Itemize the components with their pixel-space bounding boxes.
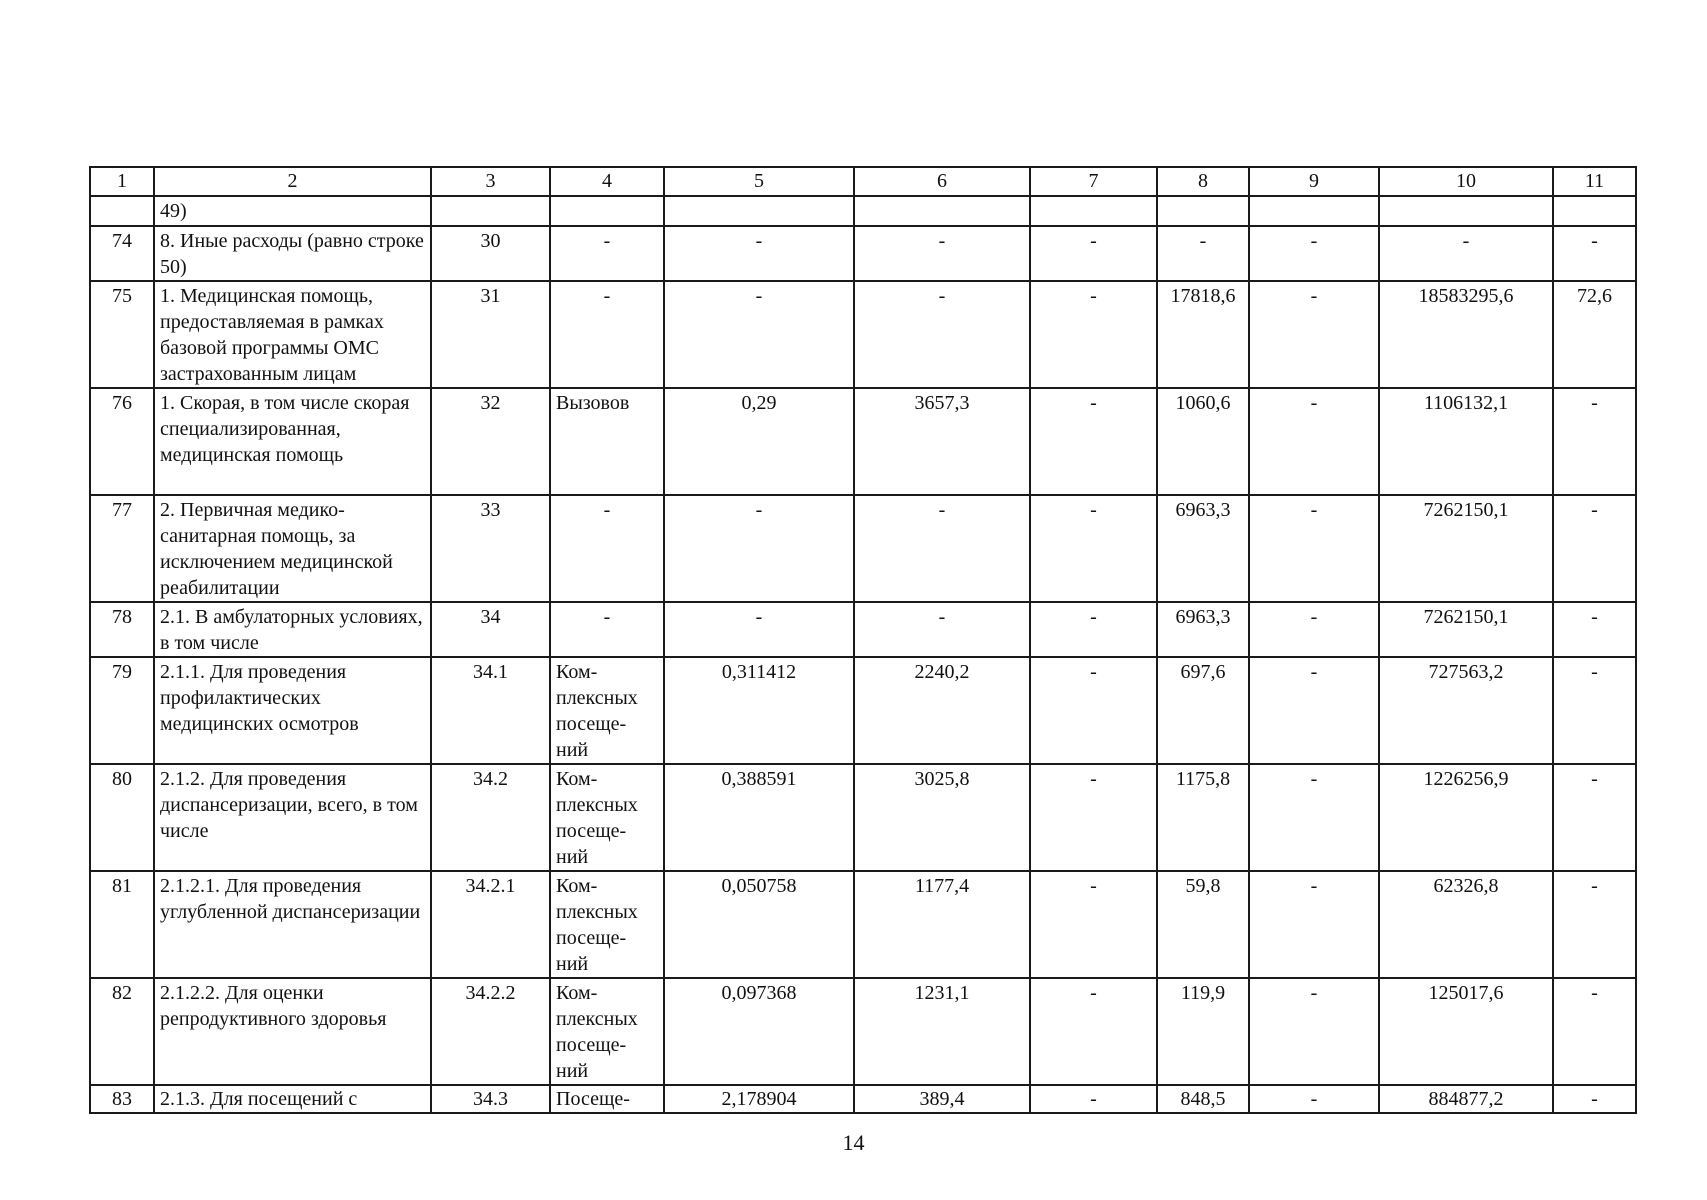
cell-col5: 2,178904 [664, 1085, 854, 1113]
header-cell-9: 9 [1249, 167, 1379, 196]
cell-num [90, 196, 154, 226]
cell-col5: 0,311412 [664, 657, 854, 764]
cell-unit: Вызовов [550, 388, 664, 495]
cell-col5: - [664, 495, 854, 602]
cell-num: 81 [90, 871, 154, 978]
cell-code: 34.3 [431, 1085, 550, 1113]
table-row [90, 602, 1636, 657]
cell-col6: 389,4 [854, 1085, 1030, 1113]
cell-col10 [1379, 196, 1553, 226]
cell-col10: 18583295,6 [1379, 281, 1553, 388]
cell-col8: 17818,6 [1157, 281, 1249, 388]
cell-code: 34.2.2 [431, 978, 550, 1085]
cell-col10: 727563,2 [1379, 657, 1553, 764]
cell-unit: - [550, 602, 664, 657]
cell-col6: - [854, 226, 1030, 281]
cell-col8: 697,6 [1157, 657, 1249, 764]
cell-col10: 1106132,1 [1379, 388, 1553, 495]
cell-name: 49) [154, 196, 431, 226]
cell-col7: - [1030, 657, 1157, 764]
cell-name: 2.1.2. Для проведения диспансеризации, всего, в том числе [154, 764, 431, 871]
cell-col10: 1226256,9 [1379, 764, 1553, 871]
cell-col9: - [1249, 388, 1379, 495]
cell-col8: 848,5 [1157, 1085, 1249, 1113]
header-cell-11: 11 [1553, 167, 1636, 196]
cell-unit: Посеще- [550, 1085, 664, 1113]
table-row [90, 495, 1636, 602]
header-cell-10: 10 [1379, 167, 1553, 196]
cell-col6: 3025,8 [854, 764, 1030, 871]
cell-col7: - [1030, 602, 1157, 657]
cell-name: 2.1.3. Для посещений с [154, 1085, 431, 1113]
header-cell-4: 4 [550, 167, 664, 196]
cell-col8: 59,8 [1157, 871, 1249, 978]
cell-col5: 0,29 [664, 388, 854, 495]
cell-unit: Ком-плексных посеще-ний [550, 657, 664, 764]
cell-col7: - [1030, 495, 1157, 602]
cell-code: 32 [431, 388, 550, 495]
cell-num: 74 [90, 226, 154, 281]
cell-col11: - [1553, 388, 1636, 495]
header-cell-6: 6 [854, 167, 1030, 196]
cell-name: 2.1.2.1. Для проведения углубленной диспансеризации [154, 871, 431, 978]
cell-unit: - [550, 281, 664, 388]
page-number: 14 [842, 1130, 865, 1155]
cell-col6: - [854, 602, 1030, 657]
cell-code: 34.1 [431, 657, 550, 764]
cell-col5: 0,388591 [664, 764, 854, 871]
cell-col7: - [1030, 281, 1157, 388]
cell-code: 34.2 [431, 764, 550, 871]
cell-col10: 884877,2 [1379, 1085, 1553, 1113]
cell-code: 34 [431, 602, 550, 657]
cell-col10: 7262150,1 [1379, 602, 1553, 657]
cell-name: 2.1.2.2. Для оценки репродуктивного здоровья [154, 978, 431, 1085]
cell-col5 [664, 196, 854, 226]
cell-col7: - [1030, 978, 1157, 1085]
cell-num: 76 [90, 388, 154, 495]
cell-col8: 1060,6 [1157, 388, 1249, 495]
cell-num: 80 [90, 764, 154, 871]
cell-name: 2.1. В амбулаторных условиях, в том числе [154, 602, 431, 657]
cell-col7: - [1030, 226, 1157, 281]
cell-col7: - [1030, 1085, 1157, 1113]
cell-col6: - [854, 281, 1030, 388]
cell-name: 8. Иные расходы (равно строке 50) [154, 226, 431, 281]
cell-name: 2. Первичная медико-санитарная помощь, за исключением медицинской реабилитации [154, 495, 431, 602]
cell-col8 [1157, 196, 1249, 226]
cell-col11: - [1553, 226, 1636, 281]
cell-unit: - [550, 495, 664, 602]
cell-col9: - [1249, 657, 1379, 764]
cell-col10: 125017,6 [1379, 978, 1553, 1085]
cell-col11: 72,6 [1553, 281, 1636, 388]
cell-col9: - [1249, 1085, 1379, 1113]
table-row [90, 764, 1636, 871]
cell-col11: - [1553, 764, 1636, 871]
cell-num: 83 [90, 1085, 154, 1113]
cell-col11: - [1553, 495, 1636, 602]
table-row [90, 871, 1636, 978]
cell-col8: - [1157, 226, 1249, 281]
cell-col7: - [1030, 871, 1157, 978]
cell-num: 75 [90, 281, 154, 388]
header-cell-2: 2 [154, 167, 431, 196]
cell-col7: - [1030, 764, 1157, 871]
cell-col8: 6963,3 [1157, 602, 1249, 657]
table-row [90, 657, 1636, 764]
cell-name: 1. Медицинская помощь, предоставляемая в рамках базовой программы ОМС застрахованным лицам [154, 281, 431, 388]
table-row [90, 978, 1636, 1085]
cell-col9: - [1249, 495, 1379, 602]
cell-col6: 3657,3 [854, 388, 1030, 495]
cell-col11: - [1553, 871, 1636, 978]
cell-unit: Ком-плексных посеще-ний [550, 764, 664, 871]
data-table [89, 166, 1637, 1114]
cell-col7 [1030, 196, 1157, 226]
cell-col6 [854, 196, 1030, 226]
header-cell-3: 3 [431, 167, 550, 196]
cell-col9: - [1249, 978, 1379, 1085]
cell-code: 30 [431, 226, 550, 281]
table-row [90, 226, 1636, 281]
cell-code: 33 [431, 495, 550, 602]
cell-col5: - [664, 281, 854, 388]
cell-col8: 6963,3 [1157, 495, 1249, 602]
cell-col6: 2240,2 [854, 657, 1030, 764]
cell-col11 [1553, 196, 1636, 226]
cell-col6: 1177,4 [854, 871, 1030, 978]
header-cell-8: 8 [1157, 167, 1249, 196]
cell-col11: - [1553, 602, 1636, 657]
table-row [90, 388, 1636, 495]
cell-col5: 0,097368 [664, 978, 854, 1085]
cell-col5: 0,050758 [664, 871, 854, 978]
cell-code [431, 196, 550, 226]
table-row [90, 281, 1636, 388]
cell-col9: - [1249, 226, 1379, 281]
cell-num: 78 [90, 602, 154, 657]
cell-col7: - [1030, 388, 1157, 495]
cell-col11: - [1553, 657, 1636, 764]
cell-col9: - [1249, 602, 1379, 657]
cell-unit [550, 196, 664, 226]
cell-unit: Ком-плексных посеще-ний [550, 978, 664, 1085]
continuation-row [90, 196, 1636, 226]
cell-col6: - [854, 495, 1030, 602]
cell-col5: - [664, 226, 854, 281]
cell-col8: 1175,8 [1157, 764, 1249, 871]
cell-num: 79 [90, 657, 154, 764]
header-cell-1: 1 [90, 167, 154, 196]
cell-col9: - [1249, 871, 1379, 978]
cell-name: 2.1.1. Для проведения профилактических медицинских осмотров [154, 657, 431, 764]
cell-col8: 119,9 [1157, 978, 1249, 1085]
cell-num: 77 [90, 495, 154, 602]
cell-col10: 62326,8 [1379, 871, 1553, 978]
cell-unit: Ком-плексных посеще-ний [550, 871, 664, 978]
cell-code: 31 [431, 281, 550, 388]
cell-col6: 1231,1 [854, 978, 1030, 1085]
cell-unit: - [550, 226, 664, 281]
cell-num: 82 [90, 978, 154, 1085]
cell-col9 [1249, 196, 1379, 226]
cell-col9: - [1249, 281, 1379, 388]
cell-name: 1. Скорая, в том числе скорая специализированная, медицинская помощь [154, 388, 431, 495]
header-cell-5: 5 [664, 167, 854, 196]
table-row [90, 1085, 1636, 1113]
header-row [90, 167, 1636, 196]
cell-col10: - [1379, 226, 1553, 281]
cell-col9: - [1249, 764, 1379, 871]
cell-col5: - [664, 602, 854, 657]
cell-col11: - [1553, 978, 1636, 1085]
header-cell-7: 7 [1030, 167, 1157, 196]
cell-col11: - [1553, 1085, 1636, 1113]
cell-code: 34.2.1 [431, 871, 550, 978]
cell-col10: 7262150,1 [1379, 495, 1553, 602]
